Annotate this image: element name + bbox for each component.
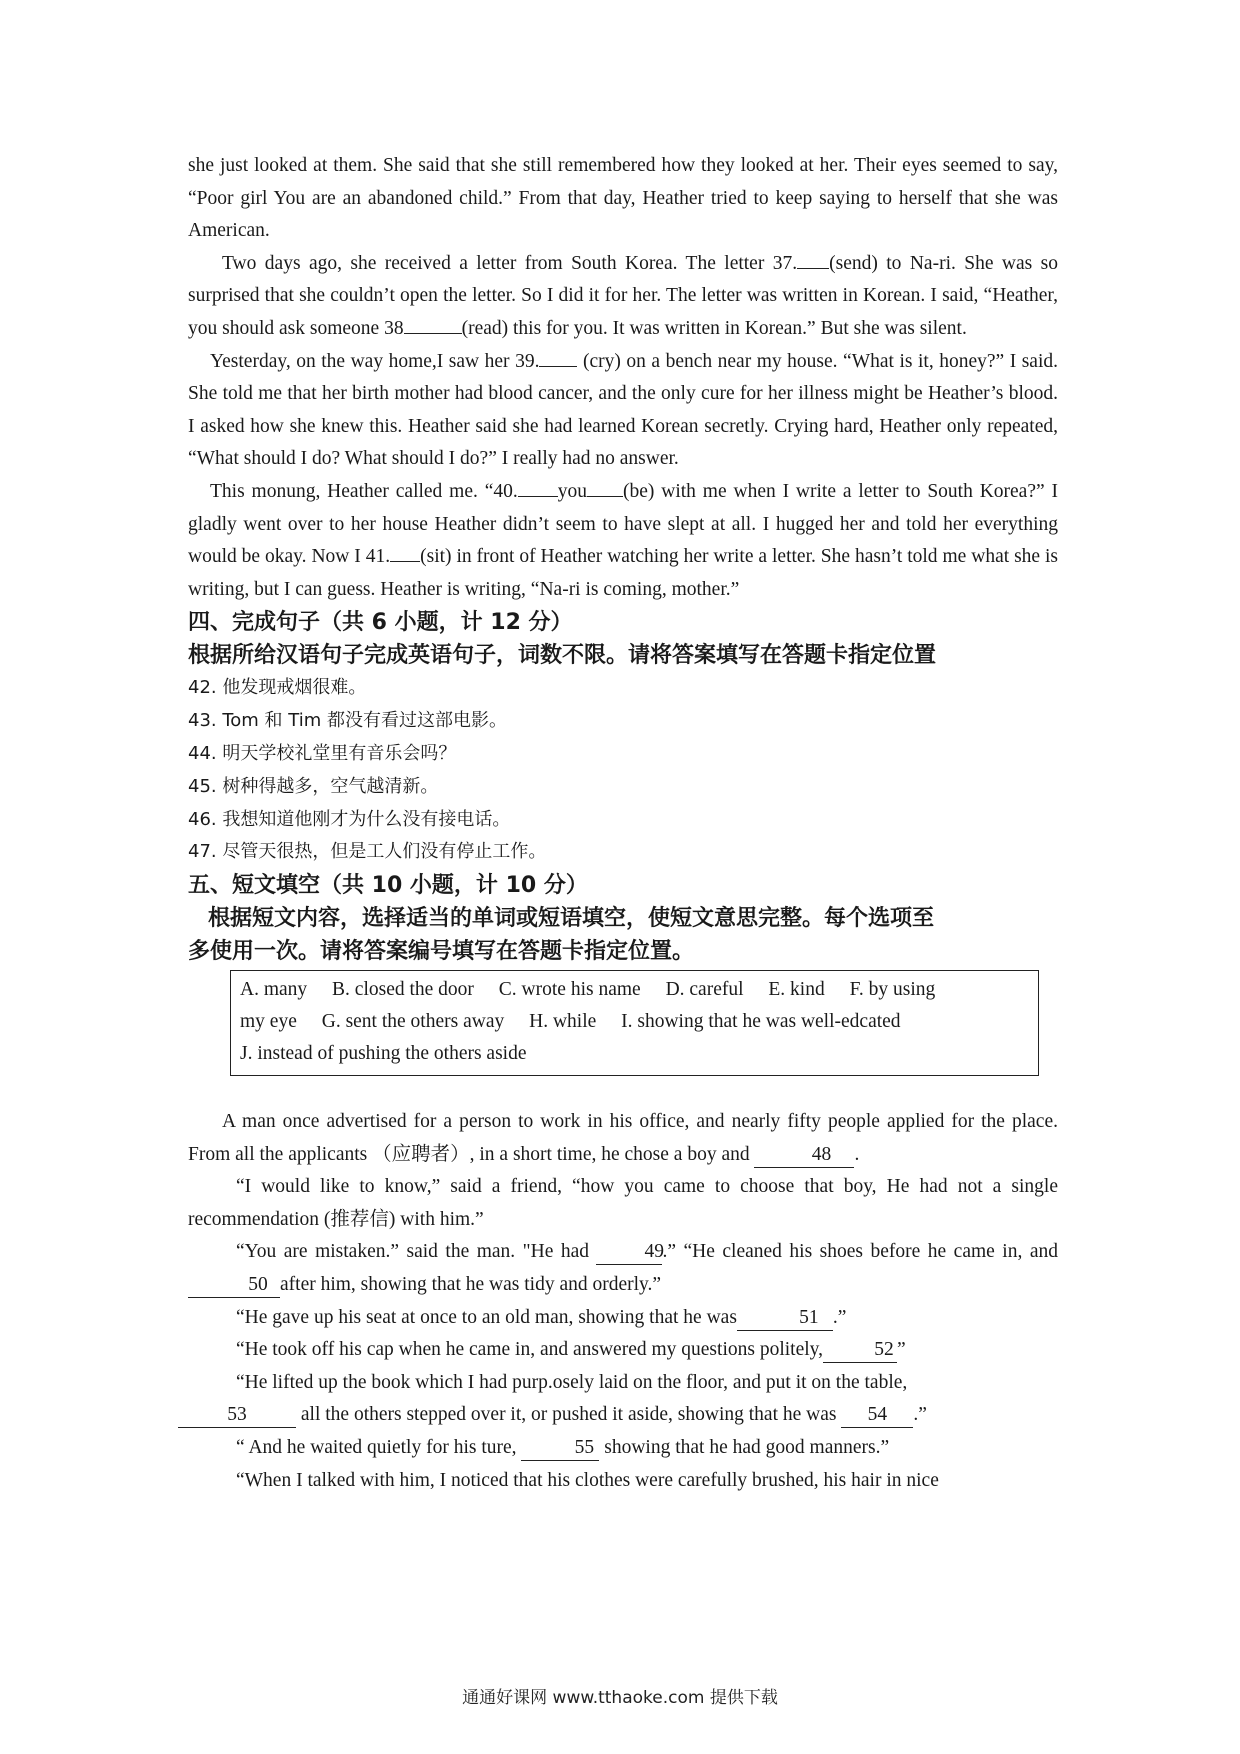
passage-paragraph: [188, 1236, 1058, 1301]
question-45: 45. 树种得越多，空气越清新。: [188, 775, 439, 797]
word-bank-row: [240, 974, 1030, 1006]
word-bank-row: [240, 1038, 1030, 1070]
passage-text: (read) this for you. It was written in Korean.” But she was silent.: [461, 317, 967, 339]
blank-52[interactable]: 52: [823, 1338, 897, 1363]
blank-41[interactable]: [390, 561, 420, 562]
passage-text: “He took off his cap when he came in, and answered my questions politely,: [236, 1339, 824, 1361]
blank-53[interactable]: 53: [178, 1403, 296, 1428]
passage-paragraph: [188, 346, 1058, 476]
passage-paragraph: [188, 1106, 1058, 1171]
section-5-instruction-cont: 多使用一次。请将答案编号填写在答题卡指定位置。: [188, 939, 695, 965]
blank-39[interactable]: [539, 366, 577, 367]
section-5-instruction: 根据短文内容，选择适当的单词或短语填空，使短文意思完整。每个选项至: [208, 906, 935, 932]
option-f-cont: my eye: [240, 1011, 297, 1033]
passage-text: showing that he had good manners.”: [599, 1437, 890, 1459]
option-j: J. instead of pushing the others aside: [240, 1043, 527, 1065]
spacer: [188, 1076, 1058, 1106]
blank-55[interactable]: 55: [521, 1436, 599, 1461]
blank-37[interactable]: [797, 268, 829, 269]
option-b: B. closed the door: [332, 979, 474, 1001]
passage-text: “He gave up his seat at once to an old man, showing that he was: [236, 1306, 737, 1328]
question-46: 46. 我想知道他刚才为什么没有接电话。: [188, 808, 511, 830]
passage-text: Two days ago, she received a letter from South Korea. The letter 37.: [222, 252, 798, 274]
question-42: 42. 他发现戒烟很难。: [188, 677, 367, 699]
passage-text: “ And he waited quietly for his ture,: [236, 1437, 522, 1459]
blank-51[interactable]: 51: [737, 1306, 833, 1331]
passage-text: .” “He cleaned his shoes before he came in, and: [662, 1241, 1058, 1263]
word-bank-row: [240, 1006, 1030, 1038]
passage-text: ”: [897, 1339, 906, 1361]
option-d: D. careful: [665, 979, 744, 1001]
blank-40a[interactable]: [518, 496, 558, 497]
word-bank-box: [230, 970, 1039, 1076]
passage-text: you: [557, 480, 588, 502]
passage-text: .: [854, 1143, 860, 1165]
passage-text: .”: [832, 1306, 847, 1328]
passage-paragraph: “When I talked with him, I noticed that his clothes were carefully brushed, his hair in nice: [236, 1469, 939, 1491]
page-footer: 通通好课网 www.tthaoke.com 提供下载: [462, 1688, 778, 1708]
passage-text: all the others stepped over it, or pushed it aside, showing that he was: [296, 1404, 842, 1426]
passage-paragraph: [188, 476, 1058, 606]
passage-paragraph: she just looked at them. She said that she still remembered how they looked at her. Their eyes seemed to say, “Poor girl You are an abandoned child.” From that day, Heather tried to keep saying to herself that she was American.: [188, 155, 1058, 242]
option-i: I. showing that he was well-edcated: [621, 1011, 901, 1033]
passage-text: .”: [913, 1404, 927, 1426]
passage-text: (cry) on a bench near my house. “What is it, honey?” I said. She told me that her birth mother had blood cancer, and the only cure for her illness might be Heather’s blood. I asked how she knew this. Heather said she had learned Korean secretly. Crying hard, Heather only repeated, “What should I do? What should I do?” I really had no answer.: [188, 350, 1058, 470]
passage-text: (sit) in front of Heather watching her write a letter. She hasn’t told me what she is writing, but I can guess. Heather is writing, “Na-ri is coming, mother.”: [188, 546, 1058, 600]
option-a: A. many: [240, 979, 308, 1001]
question-47: 47. 尽管天很热，但是工人们没有停止工作。: [188, 841, 547, 863]
passage-paragraph: [188, 1334, 1058, 1367]
passage-text: A man once advertised for a person to work in his office, and nearly fifty people applied for the place. From all the applicants （应聘者）, in a short time, he chose a boy and: [188, 1111, 1058, 1165]
option-e: E. kind: [768, 979, 825, 1001]
passage-text: (be) with me when I write a letter to South Korea?” I gladly went over to her house Heather didn’t seem to have slept at all. I hugged her and told her everything would be okay. Now I 41.: [188, 480, 1059, 568]
passage-paragraph: “He lifted up the book which I had purp.osely laid on the floor, and put it on the table,: [236, 1371, 908, 1393]
section-4-instruction: 根据所给汉语句子完成英语句子，词数不限。请将答案填写在答题卡指定位置: [188, 643, 937, 669]
exam-page: [188, 150, 1058, 1497]
passage-text: Yesterday, on the way home,I saw her 39.: [210, 350, 540, 372]
passage-paragraph: [188, 1302, 1058, 1335]
passage-paragraph: [178, 1399, 1058, 1432]
section-4-heading: 四、完成句子（共 6 小题，计 12 分）: [188, 610, 573, 636]
passage-paragraph: “I would like to know,” said a friend, “how you came to choose that boy, He had not a single recommendation (推荐信) with him.”: [188, 1176, 1058, 1230]
passage-paragraph: [188, 1432, 1058, 1465]
passage-text: (send) to Na-ri. She was so surprised that she couldn’t open the letter. So I did it for her. The letter was written in Korean. I said, “Heather, you should ask someone 38: [188, 252, 1058, 339]
blank-50[interactable]: 50: [188, 1273, 280, 1298]
blank-49[interactable]: 49: [596, 1240, 662, 1265]
question-44: 44. 明天学校礼堂里有音乐会吗？: [188, 742, 457, 764]
passage-paragraph: [188, 248, 1058, 346]
passage-text: This monung, Heather called me. “40.: [210, 480, 518, 502]
section-5-heading: 五、短文填空（共 10 小题，计 10 分）: [188, 873, 588, 899]
blank-54[interactable]: 54: [841, 1403, 913, 1428]
option-c: C. wrote his name: [498, 979, 641, 1001]
blank-48[interactable]: 48: [754, 1143, 854, 1168]
passage-text: “You are mistaken.” said the man. "He had: [236, 1241, 597, 1263]
option-h: H. while: [529, 1011, 597, 1033]
blank-40b[interactable]: [587, 496, 623, 497]
blank-38[interactable]: [404, 333, 462, 334]
option-f: F. by using: [849, 979, 936, 1001]
question-43: 43. Tom 和 Tim 都没有看过这部电影。: [188, 710, 507, 732]
option-g: G. sent the others away: [321, 1011, 505, 1033]
passage-text: after him, showing that he was tidy and orderly.”: [280, 1274, 662, 1296]
